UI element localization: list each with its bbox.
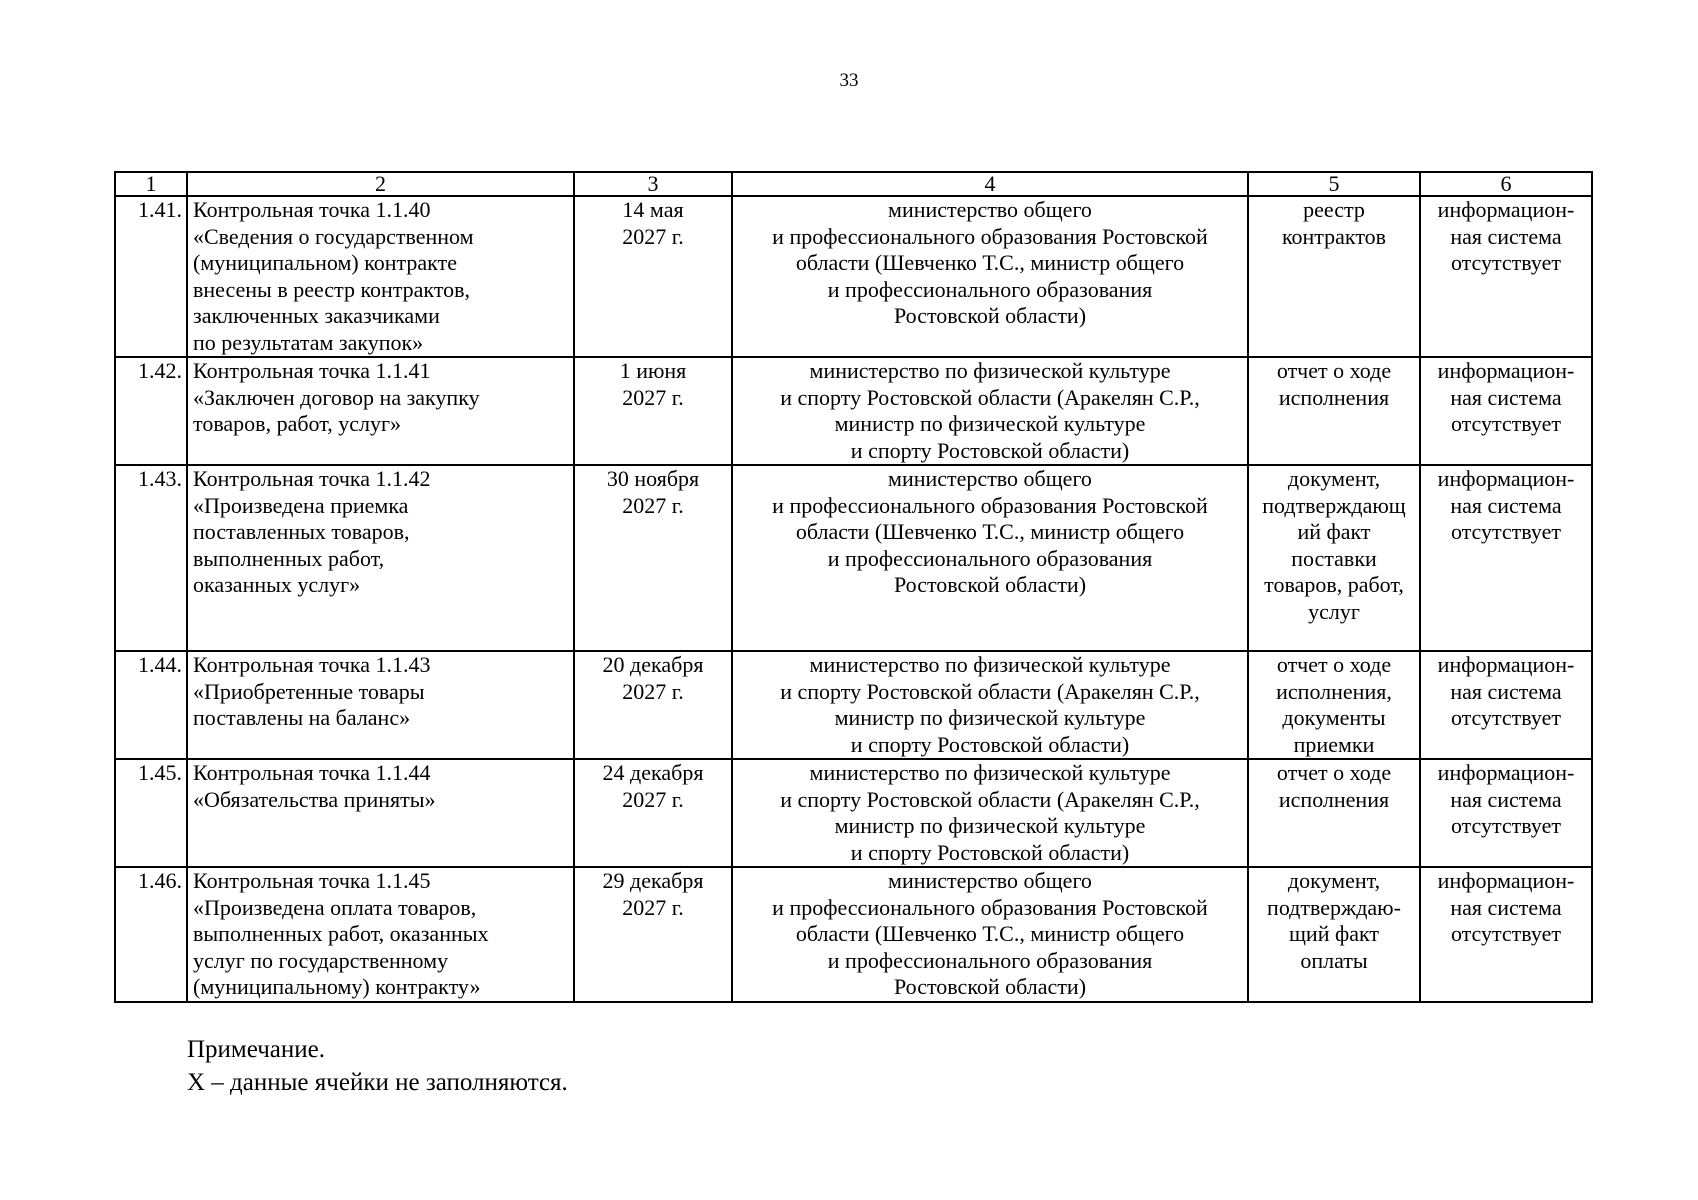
row-number: 1.41.: [115, 196, 187, 357]
note-text: X – данные ячейки не заполняются.: [187, 1069, 568, 1096]
row-number: 1.44.: [115, 651, 187, 759]
confirming-document: отчет о ходе исполнения, документы приемки: [1248, 651, 1420, 759]
information-system: информацион- ная система отсутствует: [1420, 867, 1592, 1002]
information-system: информацион- ная система отсутствует: [1420, 465, 1592, 651]
information-system: информацион- ная система отсутствует: [1420, 651, 1592, 759]
column-header: 6: [1420, 172, 1592, 196]
row-number: 1.43.: [115, 465, 187, 651]
table-row: [115, 759, 1592, 867]
column-header: 4: [732, 172, 1248, 196]
deadline-date: 14 мая 2027 г.: [574, 196, 732, 357]
deadline-date: 1 июня 2027 г.: [574, 357, 732, 465]
deadline-date: 24 декабря 2027 г.: [574, 759, 732, 867]
control-point-description: Контрольная точка 1.1.42 «Произведена приемка поставленных товаров, выполненных работ, оказанных услуг»: [187, 465, 574, 651]
responsible-executor: министерство по физической культуре и спорту Ростовской области (Аракелян С.Р., министр по физической культуре и спорту Ростовской области): [732, 357, 1248, 465]
row-number: 1.46.: [115, 867, 187, 1002]
information-system: информацион- ная система отсутствует: [1420, 357, 1592, 465]
responsible-executor: министерство по физической культуре и спорту Ростовской области (Аракелян С.Р., министр по физической культуре и спорту Ростовской области): [732, 759, 1248, 867]
note-title: Примечание.: [187, 1036, 326, 1063]
table-row: [115, 196, 1592, 357]
control-points-table: [114, 171, 1593, 1003]
confirming-document: документ, подтверждаю- щий факт оплаты: [1248, 867, 1420, 1002]
responsible-executor: министерство общего и профессионального образования Ростовской области (Шевченко Т.С., министр общего и профессионального образования Ростовской области): [732, 465, 1248, 651]
responsible-executor: министерство по физической культуре и спорту Ростовской области (Аракелян С.Р., министр по физической культуре и спорту Ростовской области): [732, 651, 1248, 759]
responsible-executor: министерство общего и профессионального образования Ростовской области (Шевченко Т.С., министр общего и профессионального образования Ростовской области): [732, 867, 1248, 1002]
table-row: [115, 867, 1592, 1002]
control-point-description: Контрольная точка 1.1.45 «Произведена оплата товаров, выполненных работ, оказанных услуг по государственному (муниципальному) контракту»: [187, 867, 574, 1002]
confirming-document: документ, подтверждающ ий факт поставки товаров, работ, услуг: [1248, 465, 1420, 651]
information-system: информацион- ная система отсутствует: [1420, 759, 1592, 867]
information-system: информацион- ная система отсутствует: [1420, 196, 1592, 357]
deadline-date: 30 ноября 2027 г.: [574, 465, 732, 651]
deadline-date: 20 декабря 2027 г.: [574, 651, 732, 759]
note-block: [187, 1033, 568, 1099]
column-header: 3: [574, 172, 732, 196]
confirming-document: реестр контрактов: [1248, 196, 1420, 357]
table-row: [115, 651, 1592, 759]
row-number: 1.42.: [115, 357, 187, 465]
control-point-description: Контрольная точка 1.1.43 «Приобретенные товары поставлены на баланс»: [187, 651, 574, 759]
column-header: 1: [115, 172, 187, 196]
column-header: 5: [1248, 172, 1420, 196]
control-point-description: Контрольная точка 1.1.40 «Сведения о государственном (муниципальном) контракте внесены в реестр контрактов, заключенных заказчиками по результатам закупок»: [187, 196, 574, 357]
column-header: 2: [187, 172, 574, 196]
control-point-description: Контрольная точка 1.1.41 «Заключен договор на закупку товаров, работ, услуг»: [187, 357, 574, 465]
control-point-description: Контрольная точка 1.1.44 «Обязательства приняты»: [187, 759, 574, 867]
deadline-date: 29 декабря 2027 г.: [574, 867, 732, 1002]
responsible-executor: министерство общего и профессионального образования Ростовской области (Шевченко Т.С., министр общего и профессионального образования Ростовской области): [732, 196, 1248, 357]
confirming-document: отчет о ходе исполнения: [1248, 357, 1420, 465]
row-number: 1.45.: [115, 759, 187, 867]
table-row: [115, 465, 1592, 651]
page-number: 33: [839, 70, 859, 91]
table-header-row: [115, 172, 1592, 196]
confirming-document: отчет о ходе исполнения: [1248, 759, 1420, 867]
table-row: [115, 357, 1592, 465]
